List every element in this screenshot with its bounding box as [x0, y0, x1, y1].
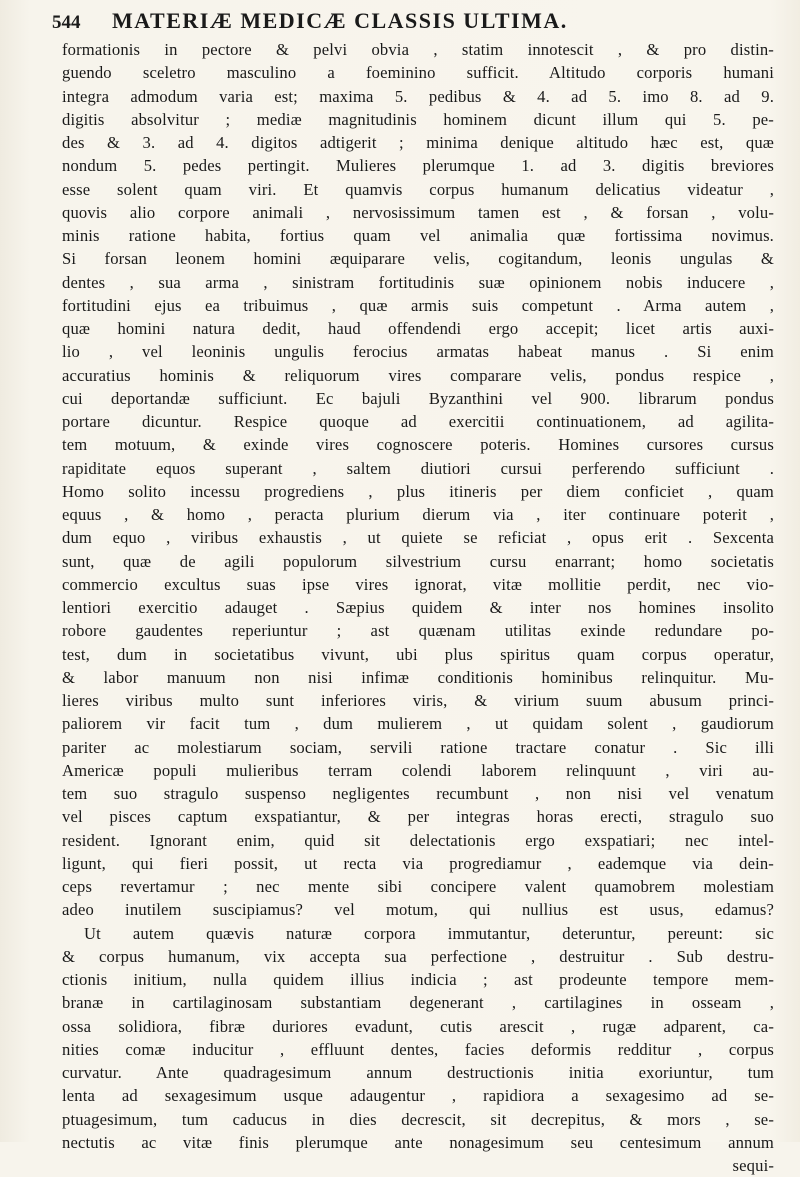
text-line: lieres viribus multo sunt inferiores viris, & virium suum abusum princi- — [62, 691, 774, 710]
running-head: MATERIÆ MEDICÆ CLASSIS ULTIMA. — [112, 8, 568, 33]
text-line: dentes , sua arma , sinistram fortitudinis suæ opinionem nobis inducere , — [62, 272, 774, 292]
text-line: paliorem vir facit tum , dum mulierem , ut quidam solent , gaudiorum — [62, 714, 774, 734]
text-line: robore gaudentes reperiuntur ; ast quænam utilitas exinde redundare po- — [62, 621, 774, 641]
text-line: formationis in pectore & pelvi obvia , statim innotescit , & pro distin- — [62, 40, 774, 59]
text-line: ligunt, qui fieri possit, ut recta via progrediamur , eademque via dein- — [62, 853, 774, 873]
text-line: nectutis ac vitæ finis plerumque ante nonagesimum seu centesimum annum — [62, 1132, 774, 1152]
text-line: quæ homini natura dedit, haud offendendi ergo accepit; licet artis auxi- — [62, 319, 774, 338]
text-line: digitis absolvitur ; mediæ magnitudinis hominem dicunt illum qui 5. pe- — [62, 109, 774, 129]
text-line: accuratius hominis & reliquorum vires comparare velis, pondus respice , — [62, 365, 774, 385]
text-line: branæ in cartilaginosam substantiam degenerant , cartilagines in osseam , — [62, 993, 774, 1013]
text-line: adeo inutilem suscipiamus? vel motum, qui nullius est usus, edamus? — [62, 900, 774, 920]
text-line: lenta ad sexagesimum usque adaugentur , rapidiora a sexagesimo ad se- — [62, 1086, 774, 1106]
text-line: Si forsan leonem homini æquiparare velis, cogitandum, leonis ungulas & — [62, 249, 774, 269]
page-number: 544 — [52, 12, 81, 33]
text-line: quovis alio corpore animali , nervosissimum tamen est , & forsan , volu- — [62, 202, 774, 222]
text-line: des & 3. ad 4. digitos adtigerit ; minima denique altitudo hæc est, quæ — [62, 133, 774, 152]
text-line: esse solent quam viri. Et quamvis corpus humanum delicatius videatur , — [62, 179, 774, 199]
text-line: commercio excultus suas ipse vires ignorat, vitæ mollitie perdit, nec vio- — [62, 574, 774, 594]
text-line: lio , vel leoninis ungulis ferocius armatas habeat manus . Si enim — [62, 342, 774, 362]
text-line: nities comæ inducitur , effluunt dentes, facies deformis redditur , corpus — [62, 1039, 774, 1059]
text-line: ossa solidiora, fibræ duriores evadunt, cutis arescit , rugæ adparent, ca- — [62, 1016, 774, 1036]
text-line: portare dicuntur. Respice quoque ad exercitii continuationem, ad agilita- — [62, 412, 774, 431]
body-text — [62, 38, 774, 1177]
text-line: resident. Ignorant enim, quid sit delectationis ergo exspatiari; nec intel- — [62, 830, 774, 850]
text-line: integra admodum varia est; maxima 5. pedibus & 4. ad 5. imo 8. ad 9. — [62, 86, 774, 106]
text-line: vel pisces captum exspatiantur, & per integras horas erecti, stragulo suo — [62, 807, 774, 827]
text-line: & corpus humanum, vix accepta sua perfectione , destruitur . Sub destru- — [62, 946, 774, 966]
text-line: sequi- — [732, 1156, 774, 1175]
text-line: Ut autem quævis naturæ corpora immutantur, deteruntur, pereunt: sic — [84, 923, 774, 943]
text-line: curvatur. Ante quadragesimum annum destructionis initia exoriuntur, tum — [62, 1063, 774, 1082]
text-line: cui deportandæ sufficiunt. Ec bajuli Byzanthini vel 900. librarum pondus — [62, 388, 774, 408]
text-line: dum equo , viribus exhaustis , ut quiete se reficiat , opus erit . Sexcenta — [62, 528, 774, 548]
text-line: sunt, quæ de agili populorum silvestrium cursu enarrant; homo societatis — [62, 551, 774, 571]
text-line: fortitudini ejus ea tribuimus , quæ armis suis competunt . Arma autem , — [62, 295, 774, 315]
text-line: Homo solito incessu progrediens , plus itineris per diem conficiet , quam — [62, 481, 774, 501]
text-line: tem motuum, & exinde vires cognoscere poteris. Homines cursores cursus — [62, 435, 774, 455]
page-header — [52, 8, 772, 38]
text-line: Americæ populi mulieribus terram colendi laborem relinquunt , viri au- — [62, 760, 774, 780]
text-line: lentiori exercitio adauget . Sæpius quidem & inter nos homines insolito — [62, 598, 774, 617]
text-line: rapiditate equos superant , saltem diutiori cursui perferendo sufficiunt . — [62, 458, 774, 478]
text-line: & labor manuum non nisi infimæ conditionis hominibus relinquitur. Mu- — [62, 667, 774, 687]
text-line: tem suo stragulo suspenso negligentes recumbunt , non nisi vel venatum — [62, 784, 774, 803]
text-line: ceps revertamur ; nec mente sibi concipere valent quamobrem molestiam — [62, 877, 774, 896]
text-line: ctionis initium, nulla quidem illius indicia ; ast prodeunte tempore mem- — [62, 970, 774, 989]
text-line: nondum 5. pedes pertingit. Mulieres plerumque 1. ad 3. digitis breviores — [62, 156, 774, 176]
text-line: minis ratione habita, fortius quam vel animalia quæ fortissima novimus. — [62, 226, 774, 245]
text-line: pariter ac molestiarum sociam, servili ratione tractare conatur . Sic illi — [62, 737, 774, 757]
text-line: test, dum in societatibus vivunt, ubi plus spiritus quam corpus operatur, — [62, 644, 774, 664]
text-line: ptuagesimum, tum caducus in dies decrescit, sit decrepitus, & mors , se- — [62, 1109, 774, 1129]
text-line: guendo sceletro masculino a foeminino sufficit. Altitudo corporis humani — [62, 63, 774, 83]
text-line: equus , & homo , peracta plurium dierum via , iter continuare poterit , — [62, 505, 774, 524]
